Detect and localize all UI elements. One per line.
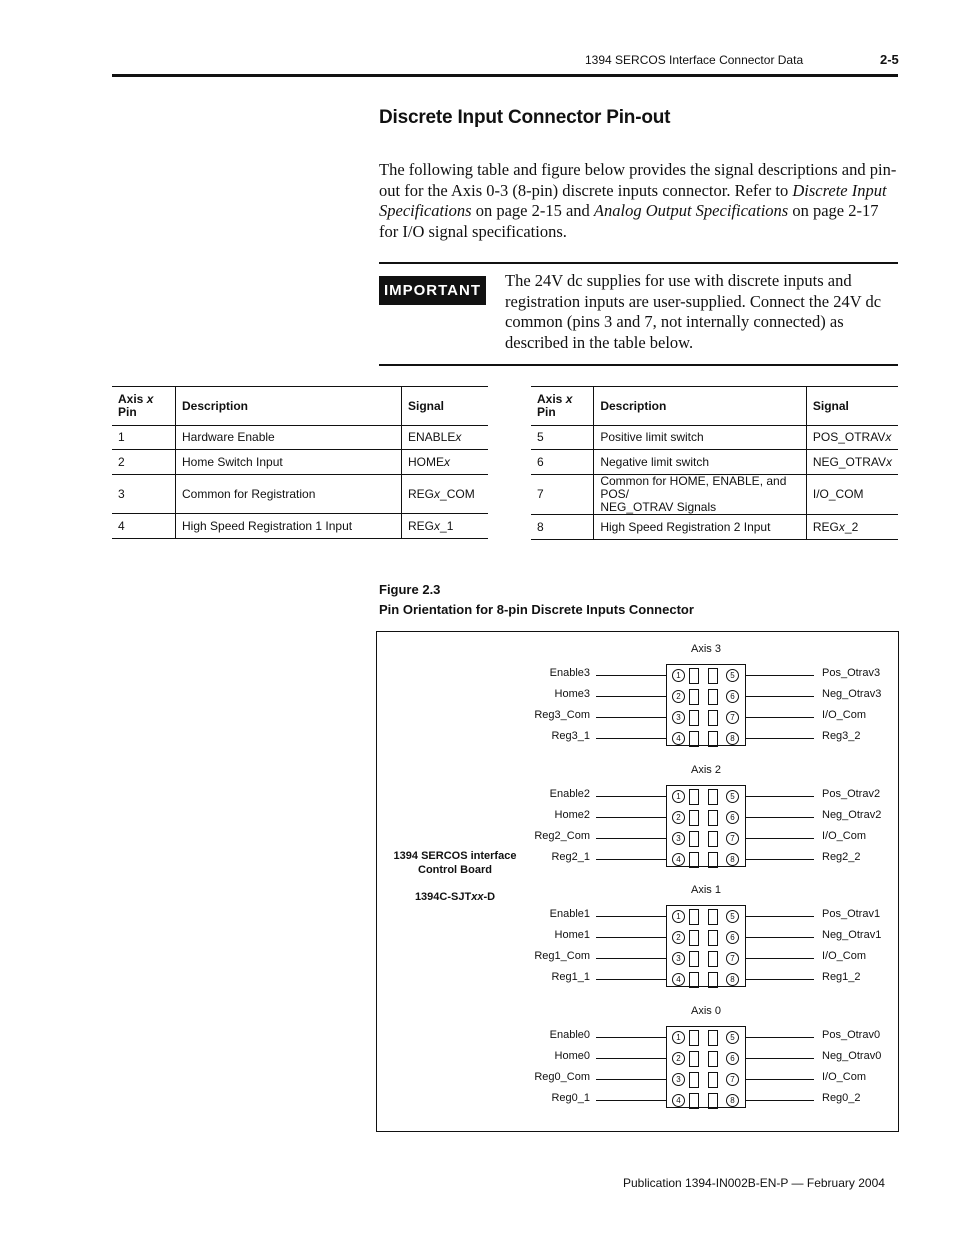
signal-label-right: Reg2_2 — [822, 851, 861, 863]
signal-wire — [746, 859, 814, 860]
pin-socket — [689, 951, 699, 967]
pin-socket — [708, 1030, 718, 1046]
axis-label: Axis 1 — [691, 884, 721, 896]
signal-label-left: Enable2 — [549, 788, 590, 800]
signal-label-left: Reg2_1 — [551, 851, 590, 863]
page-number: 2-5 — [880, 52, 899, 67]
description-cell: Hardware Enable — [176, 426, 402, 450]
pin-socket — [708, 1051, 718, 1067]
intro-text-3: on page 2-17 for I/O signal specifications. — [379, 201, 879, 241]
intro-text-2: on page 2-15 and — [471, 201, 594, 220]
pin-number: 2 — [672, 1052, 685, 1065]
signal-cell: REGx_COM — [402, 475, 489, 514]
signal-cell: ENABLEx — [402, 426, 489, 450]
signal-wire — [596, 696, 666, 697]
figure-frame — [376, 631, 899, 1132]
signal-cell: REGx_2 — [806, 515, 898, 540]
signal-cell: I/O_COM — [806, 475, 898, 515]
pin-socket — [708, 909, 718, 925]
figure-caption — [379, 580, 694, 620]
pin-number: 8 — [726, 973, 739, 986]
pin-socket — [708, 930, 718, 946]
pin-socket — [708, 810, 718, 826]
description-cell: Home Switch Input — [176, 450, 402, 475]
description-cell: Common for Registration — [176, 475, 402, 514]
pin-number: 8 — [726, 853, 739, 866]
important-badge: IMPORTANT — [379, 276, 486, 305]
pin-number: 5 — [726, 910, 739, 923]
description-cell: Positive limit switch — [594, 426, 807, 450]
header-rule — [112, 74, 898, 77]
pin-number: 5 — [726, 1031, 739, 1044]
board-label: 1394 SERCOS interface Control Board — [393, 850, 517, 876]
signal-label-left: Reg0_Com — [534, 1071, 590, 1083]
pin-socket — [689, 1093, 699, 1109]
pin-socket — [689, 710, 699, 726]
signal-wire — [596, 817, 666, 818]
signal-label-left: Reg2_Com — [534, 830, 590, 842]
signal-label-right: Neg_Otrav0 — [822, 1050, 882, 1062]
signal-label-right: Reg1_2 — [822, 971, 861, 983]
signal-cell: HOMEx — [402, 450, 489, 475]
signal-wire — [596, 838, 666, 839]
pin-socket — [708, 710, 718, 726]
signal-label-left: Home1 — [554, 929, 590, 941]
signal-label-left: Enable1 — [549, 908, 590, 920]
pin-number: 6 — [726, 1052, 739, 1065]
pin-socket — [689, 810, 699, 826]
signal-wire — [746, 838, 814, 839]
pin-number: 4 — [672, 732, 685, 745]
pin-number: 3 — [672, 952, 685, 965]
pin-socket — [689, 930, 699, 946]
table-row — [531, 475, 898, 515]
pin-number: 1 — [672, 790, 685, 803]
pin-socket — [708, 951, 718, 967]
axis-label: Axis 0 — [691, 1005, 721, 1017]
signal-wire — [746, 958, 814, 959]
signal-label-right: Neg_Otrav3 — [822, 688, 882, 700]
signal-label-right: I/O_Com — [822, 830, 867, 842]
col-header-description: Description — [594, 387, 807, 426]
axis-label: Axis 2 — [691, 764, 721, 776]
signal-wire — [746, 1100, 814, 1101]
pin-socket — [689, 909, 699, 925]
pin-cell: 2 — [118, 454, 125, 469]
pin-socket — [689, 789, 699, 805]
signal-wire — [746, 1058, 814, 1059]
pin-socket — [708, 831, 718, 847]
pin-number: 2 — [672, 690, 685, 703]
signal-label-right: Reg3_2 — [822, 730, 861, 742]
signal-wire — [596, 937, 666, 938]
signal-wire — [596, 1100, 666, 1101]
table-row — [531, 515, 898, 540]
signal-label-right: Pos_Otrav3 — [822, 667, 881, 679]
signal-wire — [746, 796, 814, 797]
figure-title: Pin Orientation for 8-pin Discrete Inputs Connector — [379, 602, 694, 617]
signal-label-left: Reg1_Com — [534, 950, 590, 962]
col-header-signal: Signal — [402, 387, 489, 426]
axis-label: Axis 3 — [691, 643, 721, 655]
pin-socket — [708, 668, 718, 684]
col-header-description: Description — [176, 387, 402, 426]
table-row — [112, 426, 488, 450]
signal-wire — [596, 916, 666, 917]
col-header-signal: Signal — [806, 387, 898, 426]
pin-number: 7 — [726, 711, 739, 724]
signal-wire — [596, 1058, 666, 1059]
pin-number: 7 — [726, 1073, 739, 1086]
signal-wire — [596, 1079, 666, 1080]
signal-label-left: Enable0 — [549, 1029, 590, 1041]
pin-number: 6 — [726, 931, 739, 944]
pin-socket — [689, 1030, 699, 1046]
pin-number: 3 — [672, 832, 685, 845]
pin-socket — [708, 789, 718, 805]
pin-number: 4 — [672, 973, 685, 986]
table-row — [112, 450, 488, 475]
pin-cell: 1 — [118, 430, 125, 444]
running-header-title: 1394 SERCOS Interface Connector Data — [585, 53, 804, 67]
signal-wire — [746, 1079, 814, 1080]
pin-number: 7 — [726, 952, 739, 965]
pin-socket — [689, 972, 699, 988]
pin-cell: 4 — [118, 518, 125, 533]
pin-socket — [708, 1093, 718, 1109]
table-row — [112, 514, 488, 539]
pin-socket — [689, 1051, 699, 1067]
signal-label-right: Neg_Otrav2 — [822, 809, 882, 821]
pin-socket — [708, 972, 718, 988]
table-row — [531, 426, 898, 450]
pin-number: 5 — [726, 790, 739, 803]
signal-wire — [746, 738, 814, 739]
signal-wire — [746, 1037, 814, 1038]
pin-number: 1 — [672, 669, 685, 682]
signal-wire — [596, 796, 666, 797]
signal-label-left: Reg1_1 — [551, 971, 590, 983]
important-top-rule — [379, 262, 898, 264]
signal-label-left: Home2 — [554, 809, 590, 821]
signal-label-left: Reg3_1 — [551, 730, 590, 742]
pin-cell: 8 — [537, 519, 544, 534]
publication-footer: Publication 1394-IN002B-EN-P — February 2004 — [623, 1176, 885, 1190]
signal-wire — [746, 937, 814, 938]
signal-label-right: Pos_Otrav1 — [822, 908, 881, 920]
pin-socket — [708, 689, 718, 705]
pin-number: 8 — [726, 1094, 739, 1107]
signal-cell: POS_OTRAVx — [806, 426, 898, 450]
signal-wire — [596, 738, 666, 739]
description-cell: Common for HOME, ENABLE, and POS/ NEG_OTRAV Signals — [594, 475, 807, 515]
pin-cell: 5 — [537, 430, 544, 444]
pin-number: 6 — [726, 811, 739, 824]
signal-wire — [596, 979, 666, 980]
signal-label-right: I/O_Com — [822, 709, 867, 721]
pin-cell: 3 — [118, 486, 125, 501]
signal-label-right: I/O_Com — [822, 1071, 867, 1083]
pin-cell: 7 — [537, 487, 544, 501]
figure-number: Figure 2.3 — [379, 582, 441, 597]
important-bottom-rule — [379, 364, 898, 366]
signal-label-left: Enable3 — [549, 667, 590, 679]
col-header-pin: Axis x Pin — [537, 392, 573, 419]
signal-wire — [746, 817, 814, 818]
pin-socket — [689, 831, 699, 847]
intro-paragraph — [379, 160, 899, 242]
pin-socket — [689, 731, 699, 747]
board-model: 1394C-SJTxx-D — [414, 891, 496, 903]
pin-cell: 6 — [537, 454, 544, 469]
signal-wire — [746, 717, 814, 718]
intro-ref-discrete: Discrete Input Specifications — [379, 180, 887, 220]
pin-socket — [708, 852, 718, 868]
col-header-pin: Axis x Pin — [118, 392, 154, 419]
signal-wire — [746, 916, 814, 917]
pin-socket — [689, 852, 699, 868]
section-heading: Discrete Input Connector Pin-out — [379, 107, 671, 128]
pin-socket — [689, 668, 699, 684]
table-row — [112, 475, 488, 514]
pin-number: 4 — [672, 1094, 685, 1107]
signal-label-right: Pos_Otrav0 — [822, 1029, 881, 1041]
description-cell: High Speed Registration 1 Input — [176, 514, 402, 539]
pin-number: 1 — [672, 910, 685, 923]
pinout-table-right — [531, 386, 898, 540]
pin-number: 6 — [726, 690, 739, 703]
signal-label-right: Neg_Otrav1 — [822, 929, 882, 941]
pin-number: 2 — [672, 811, 685, 824]
pinout-table-left — [112, 386, 488, 539]
signal-wire — [746, 675, 814, 676]
pin-socket — [708, 731, 718, 747]
signal-wire — [746, 696, 814, 697]
pin-number: 7 — [726, 832, 739, 845]
description-cell: High Speed Registration 2 Input — [594, 515, 807, 540]
pin-number: 3 — [672, 711, 685, 724]
signal-wire — [596, 1037, 666, 1038]
signal-wire — [746, 979, 814, 980]
signal-label-left: Home0 — [554, 1050, 590, 1062]
pin-socket — [708, 1072, 718, 1088]
pin-number: 5 — [726, 669, 739, 682]
signal-label-left: Reg0_1 — [551, 1092, 590, 1104]
signal-label-right: Pos_Otrav2 — [822, 788, 881, 800]
signal-label-right: I/O_Com — [822, 950, 867, 962]
signal-label-right: Reg0_2 — [822, 1092, 861, 1104]
intro-ref-analog: Analog Output Specifications — [593, 201, 789, 220]
signal-wire — [596, 717, 666, 718]
signal-label-left: Home3 — [554, 688, 590, 700]
important-text: The 24V dc supplies for use with discrete inputs and registration inputs are user-supplied. Connect the 24V dc common (pins 3 and 7, not internally connected) as described in the table below. — [505, 271, 882, 352]
pin-number: 1 — [672, 1031, 685, 1044]
signal-cell: REGx_1 — [402, 514, 489, 539]
description-cell: Negative limit switch — [594, 450, 807, 475]
table-row — [531, 450, 898, 475]
pin-number: 4 — [672, 853, 685, 866]
signal-cell: NEG_OTRAVx — [806, 450, 898, 475]
pin-number: 8 — [726, 732, 739, 745]
signal-wire — [596, 675, 666, 676]
pin-number: 2 — [672, 931, 685, 944]
intro-text-1: The following table and figure below provides the signal descriptions and pin-out for the Axis 0-3 (8-pin) discrete inputs connector. Refer to — [379, 160, 897, 200]
pin-socket — [689, 689, 699, 705]
signal-wire — [596, 859, 666, 860]
signal-wire — [596, 958, 666, 959]
signal-label-left: Reg3_Com — [534, 709, 590, 721]
pin-number: 3 — [672, 1073, 685, 1086]
pin-socket — [689, 1072, 699, 1088]
